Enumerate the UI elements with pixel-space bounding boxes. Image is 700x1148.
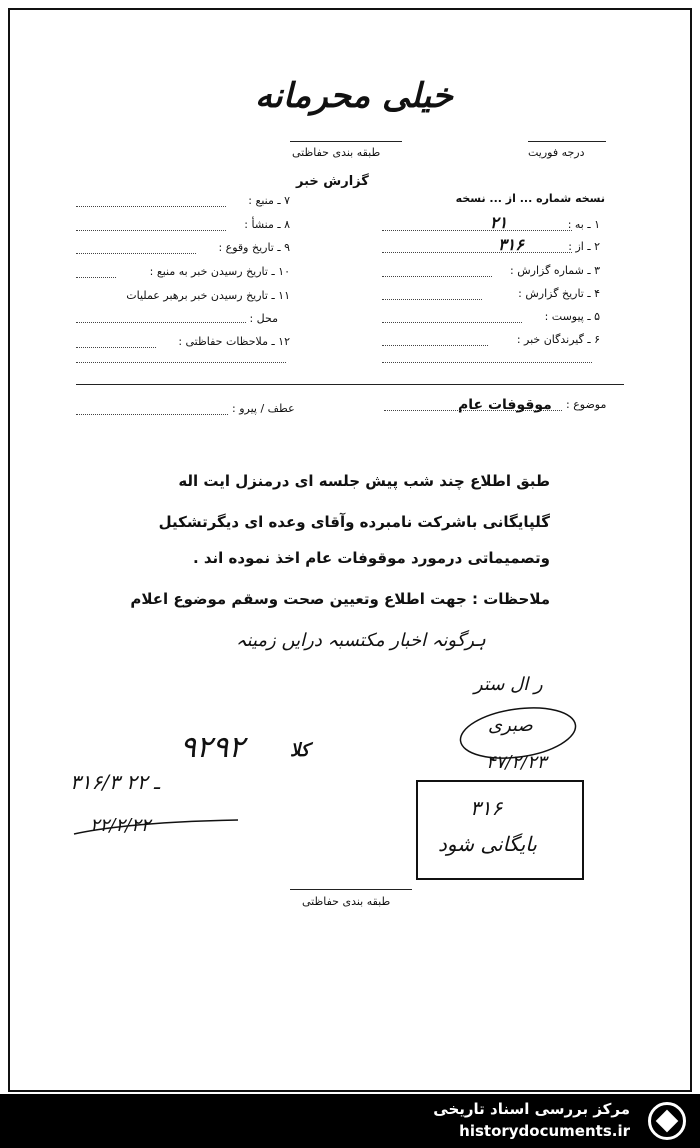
signature-top: ر ال ستر [474, 674, 543, 695]
copy-number-label: نسخه شماره ... از ... نسخه [455, 192, 605, 205]
form-divider [76, 384, 624, 385]
remarks-line: ملاحظات : جهت اطلاع وتعیین صحت وسقم موضوع اعلام [130, 590, 550, 608]
reference-line [76, 414, 228, 415]
field-sender-line [382, 252, 572, 253]
field-origin: ۸ ـ منشأ : [244, 218, 290, 231]
footer-website: historydocuments.ir [459, 1122, 630, 1140]
field-location-line [76, 322, 246, 323]
classification-underline [290, 141, 402, 142]
field-source: ۷ ـ منبع : [248, 194, 290, 207]
field-origin-line [76, 230, 226, 231]
urgency-label: درجه فوریت [528, 146, 585, 159]
field-occurrence-date-line [76, 253, 196, 254]
field-recipients-line [382, 345, 488, 346]
field-report-date: ۴ ـ تاریخ گزارش : [518, 287, 600, 300]
handwritten-number: ۹۲۹۲ [180, 730, 245, 765]
field-occurrence-date: ۹ ـ تاریخ وقوع : [218, 241, 290, 254]
report-type: گزارش خبر [296, 174, 369, 189]
subject-label: موضوع : [566, 398, 607, 411]
field-recipient-value: ۲۱ [490, 213, 508, 232]
bottom-classification: طبقه بندی حفاظتی [302, 895, 391, 908]
archive-stamp [416, 780, 584, 880]
signature-name: صبری [488, 715, 533, 736]
subject-line [384, 410, 562, 411]
handwritten-mark: کلا [290, 740, 310, 761]
field-report-number-line [382, 276, 492, 277]
body-line-2: گلپایگانی باشرکت نامبرده وآقای وعده ای دیگرتشکیل [158, 513, 550, 531]
footer-org-name: مرکز بررسی اسناد تاریخی [433, 1100, 630, 1118]
field-recipients-line-2 [382, 362, 592, 363]
handwritten-code-2: ۲۲/۲/۲۲ [90, 815, 151, 836]
archive-logo-icon [648, 1102, 686, 1140]
field-recipients: ۶ ـ گیرندگان خبر : [516, 333, 600, 346]
field-report-date-line [382, 299, 482, 300]
field-sender: ۲ ـ از : [568, 240, 600, 253]
secrecy-title: خیلی محرمانه [255, 76, 453, 116]
body-line-3: وتصمیماتی درمورد موقوفات عام اخذ نموده اند . [192, 549, 550, 567]
classification-label: طبقه بندی حفاظتی [292, 146, 381, 159]
field-recipient-line [382, 230, 572, 231]
field-sender-value: ۳۱۶ [498, 235, 524, 254]
field-security-notes: ۱۲ ـ ملاحظات حفاظتی : [178, 335, 290, 348]
field-attachment: ۵ ـ پیوست : [544, 310, 600, 323]
stamp-number: ۳۱۶ [470, 796, 503, 820]
body-line-1: طبق اطلاع چند شب پیش جلسه ای درمنزل ایت اله [178, 472, 550, 490]
field-attachment-line [382, 322, 522, 323]
footer-bar [0, 1094, 700, 1148]
field-report-number: ۳ ـ شماره گزارش : [510, 264, 600, 277]
field-source-line [76, 206, 226, 207]
reference-label: عطف / پیرو : [232, 402, 295, 415]
field-source-receipt-date: ۱۰ ـ تاریخ رسیدن خبر به منبع : [149, 265, 290, 278]
urgency-underline [528, 141, 606, 142]
field-location: محل : [249, 312, 278, 325]
field-source-receipt-date-line [76, 277, 116, 278]
bottom-classification-rule [290, 889, 412, 890]
field-security-notes-line [76, 347, 156, 348]
field-recipient: ۱ ـ به : [567, 218, 600, 231]
field-security-notes-line-2 [76, 362, 286, 363]
stamp-text: بایگانی شود [438, 832, 537, 856]
field-leader-receipt-date: ۱۱ ـ تاریخ رسیدن خبر برهبر عملیات [126, 289, 290, 302]
signature-date: ۴۷/۲/۲۳ [486, 752, 547, 773]
handwritten-code: ۳۱۶/۳ ـ ۲۲ [70, 770, 160, 794]
subject-value: موقوفات عام [458, 397, 552, 413]
handwritten-note: ہرگونہ اخبار مکتسبہ درایں زمینہ [236, 630, 486, 651]
